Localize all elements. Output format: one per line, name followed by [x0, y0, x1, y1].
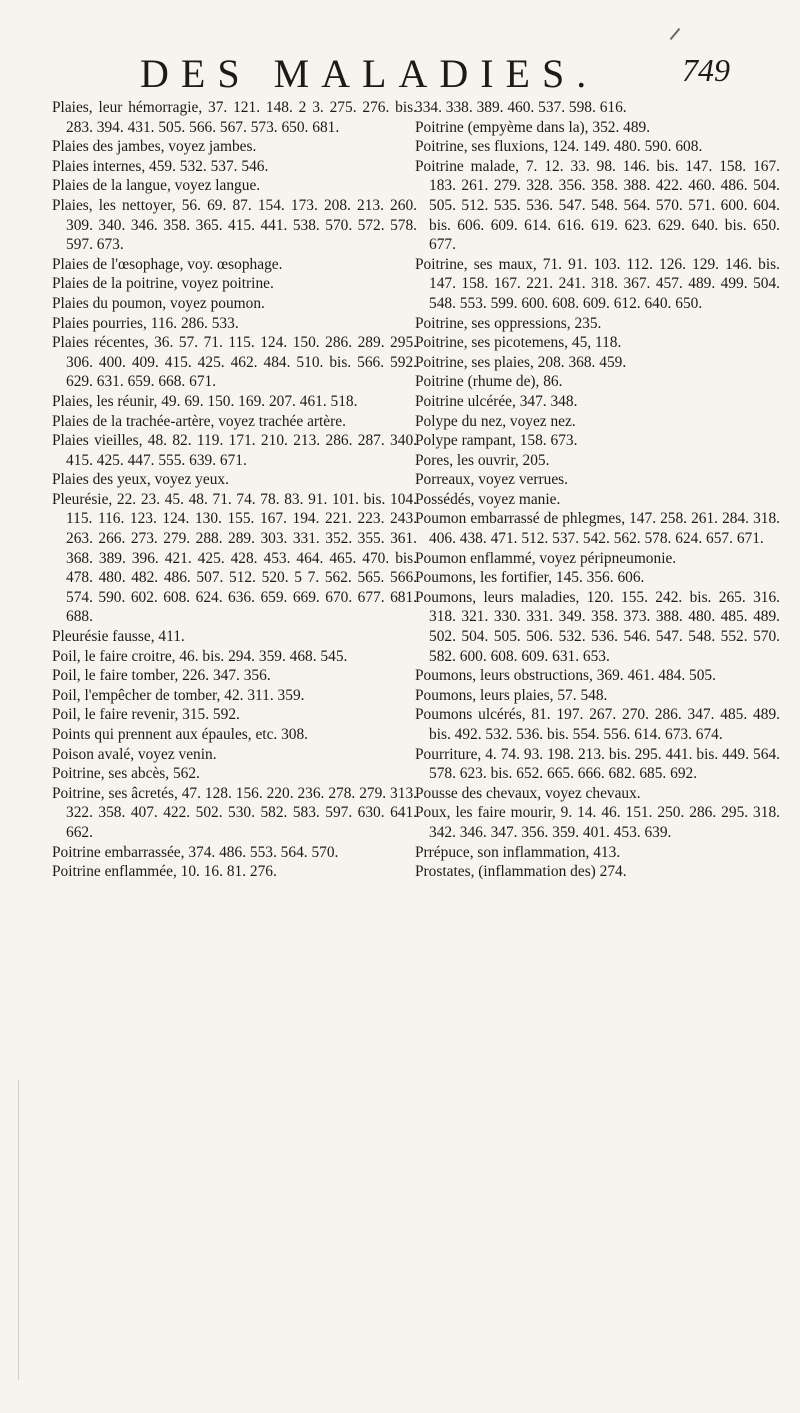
index-entry: Pores, les ouvrir, 205. [415, 451, 550, 469]
index-entry: Poil, l'empêcher de tomber, 42. 311. 359. [52, 686, 305, 704]
index-entry: Prrépuce, son inflammation, 413. [415, 843, 621, 861]
index-entry: Poitrine enflammée, 10. 16. 81. 276. [52, 863, 277, 881]
index-entry: Plaies, leur hémorragie, 37. 121. 148. 2 3. 275. 276. bis. 283. 394. 431. 505. 566. 567. 573. 650. 681. [52, 99, 417, 136]
index-column-right [415, 98, 780, 882]
index-entry: Plaies de l'œsophage, voy. œsophage. [52, 255, 283, 273]
index-entry: Plaies pourries, 116. 286. 533. [52, 314, 239, 332]
index-entry: Poitrine, ses plaies, 208. 368. 459. [415, 353, 627, 371]
index-column-left [52, 98, 417, 882]
index-entry: Poitrine, ses oppressions, 235. [415, 314, 602, 332]
index-entry: Poil, le faire tomber, 226. 347. 356. [52, 667, 271, 685]
index-entry: Poitrine, ses picotemens, 45, 118. [415, 334, 622, 352]
index-entry: Poumons, leurs plaies, 57. 548. [415, 686, 608, 704]
index-entry: Pourriture, 4. 74. 93. 198. 213. bis. 295. 441. bis. 449. 564. 578. 623. bis. 652. 665. 666. 682. 685. 692. [415, 745, 780, 783]
index-entry: Prostates, (inflammation des) 274. [415, 863, 627, 881]
index-entry: Plaies internes, 459. 532. 537. 546. [52, 157, 269, 175]
index-entry: Poumons, leurs maladies, 120. 155. 242. bis. 265. 316. 318. 321. 330. 331. 349. 358. 373. 388. 480. 485. 489. 502. 504. 505. 506. 532. 536. 546. 547. 548. 552. 570. 582. 600. 608. 609. 631. 653. [415, 588, 780, 665]
index-entry: Poumons, les fortifier, 145. 356. 606. [415, 569, 645, 587]
index-entry: Poitrine, ses âcretés, 47. 128. 156. 220. 236. 278. 279. 313. 322. 358. 407. 422. 502. 530. 582. 583. 597. 630. 641. 662. [52, 784, 417, 841]
index-entry: Plaies des yeux, voyez yeux. [52, 471, 229, 489]
index-entry: Poumons, leurs obstructions, 369. 461. 484. 505. [415, 667, 716, 685]
index-entry: Pleurésie fausse, 411. [52, 628, 185, 646]
margin-line [18, 1080, 19, 1380]
running-title: DES MALADIES. [140, 51, 599, 96]
index-entry: Polype du nez, voyez nez. [415, 412, 576, 430]
index-entry: Porreaux, voyez verrues. [415, 471, 568, 489]
index-entry: Plaies de la trachée-artère, voyez trachée artère. [52, 412, 346, 430]
index-entry: Plaies des jambes, voyez jambes. [52, 138, 257, 156]
index-entry: Plaies du poumon, voyez poumon. [52, 294, 265, 312]
ink-mark [670, 28, 681, 40]
index-entry: Poil, le faire revenir, 315. 592. [52, 706, 240, 724]
index-entry: Poitrine (rhume de), 86. [415, 373, 563, 391]
index-entry: Poitrine malade, 7. 12. 33. 98. 146. bis. 147. 158. 167. 183. 261. 279. 328. 356. 358. 388. 422. 460. 486. 504. 505. 512. 535. 536. 547. 548. 564. 570. 571. 600. 604. bis. 606. 609. 614. 616. 619. 623. 629. 640. bis. 650. 677. [415, 157, 780, 254]
index-entry: Pousse des chevaux, voyez chevaux. [415, 784, 641, 802]
index-entry: Plaies, les nettoyer, 56. 69. 87. 154. 173. 208. 213. 260. 309. 340. 346. 358. 365. 415. 441. 538. 570. 572. 578. 597. 673. [52, 196, 417, 254]
index-entry: Poumons ulcérés, 81. 197. 267. 270. 286. 347. 485. 489. bis. 492. 532. 536. bis. 554. 556. 614. 673. 674. [415, 706, 780, 743]
index-entry: Possédés, voyez manie. [415, 490, 561, 508]
index-entry: Poison avalé, voyez venin. [52, 745, 217, 763]
index-entry: Poitrine, ses fluxions, 124. 149. 480. 590. 608. [415, 138, 703, 156]
index-entry: Plaies, les réunir, 49. 69. 150. 169. 207. 461. 518. [52, 392, 358, 410]
index-entry: Poitrine, ses maux, 71. 91. 103. 112. 126. 129. 146. bis. 147. 158. 167. 221. 241. 318. 367. 457. 489. 499. 504. 548. 553. 599. 600. 608. 609. 612. 640. 650. [415, 255, 780, 312]
index-entry: Polype rampant, 158. 673. [415, 432, 578, 450]
index-entry: Points qui prennent aux épaules, etc. 308. [52, 726, 309, 743]
index-entry: Poumon enflammé, voyez péripneumonie. [415, 549, 677, 567]
index-entry: Poitrine ulcérée, 347. 348. [415, 392, 578, 410]
index-entry: Plaies vieilles, 48. 82. 119. 171. 210. 213. 286. 287. 340. 415. 425. 447. 555. 639. 671. [52, 432, 417, 469]
index-entry: Poitrine embarrassée, 374. 486. 553. 564. 570. [52, 843, 339, 861]
index-entry: Pleurésie, 22. 23. 45. 48. 71. 74. 78. 83. 91. 101. bis. 104. 115. 116. 123. 124. 130. 155. 167. 194. 221. 223. 243. 263. 266. 273. 279. 288. 289. 303. 331. 352. 355. 361. 368. 389. 396. 421. 425. 428. 453. 464. 465. 470. bis. 478. 480. 482. 486. 507. 512. 520. 5 7. 562. 565. 566. 574. 590. 602. 608. 624. 636. 659. 669. 670. 677. 681. 688. [52, 490, 417, 626]
index-entry: Poux, les faire mourir, 9. 14. 46. 151. 250. 286. 295. 318. 342. 346. 347. 356. 359. 401. 453. 639. [415, 804, 780, 841]
index-entry: Poil, le faire croitre, 46. bis. 294. 359. 468. 545. [52, 647, 348, 665]
index-entry: Poitrine, ses abcès, 562. [52, 765, 200, 783]
index-entry: 334. 338. 389. 460. 537. 598. 616. [415, 99, 627, 116]
index-entry: Plaies de la langue, voyez langue. [52, 177, 261, 195]
index-entry: Plaies récentes, 36. 57. 71. 115. 124. 150. 286. 289. 295. 306. 400. 409. 415. 425. 462. 484. 510. bis. 566. 592. 629. 631. 659. 668. 671. [52, 334, 417, 391]
page-number: 749 [682, 52, 730, 88]
index-entry: Poitrine (empyème dans la), 352. 489. [415, 118, 651, 136]
index-entry: Poumon embarrassé de phlegmes, 147. 258. 261. 284. 318. 406. 438. 471. 512. 537. 542. 562. 578. 624. 657. 671. [415, 510, 780, 548]
index-entry: Plaies de la poitrine, voyez poitrine. [52, 275, 274, 293]
